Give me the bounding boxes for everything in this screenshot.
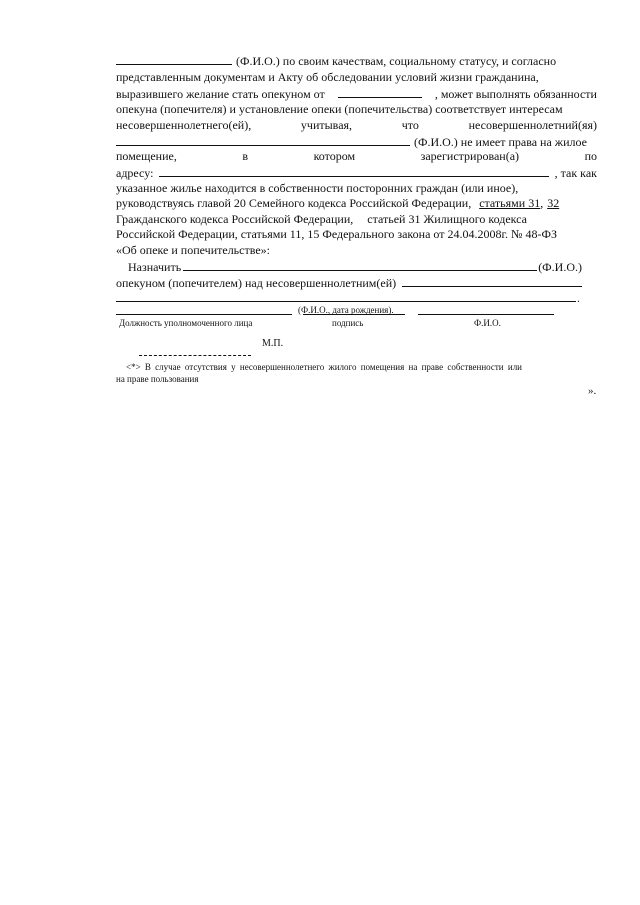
signature-line[interactable]: [303, 314, 405, 315]
line-address: [116, 165, 597, 180]
line-text: (Ф.И.О.) по своим качествам, социальному статусу, и согласно: [236, 54, 557, 68]
signature-label: подпись: [332, 318, 364, 328]
footnote-closing: ».: [588, 385, 597, 397]
continuation-blank[interactable]: [116, 290, 576, 302]
line-civil-code: [116, 212, 597, 226]
word: зарегистрирован(а): [420, 149, 520, 163]
footnote-text: <*> В случае отсутствия у несовершеннолетнего жилого помещения на праве собственности или: [126, 362, 522, 372]
line-federal-law: [116, 227, 597, 241]
line-documents: [116, 70, 597, 84]
minor-blank[interactable]: [402, 275, 582, 287]
word: несовершеннолетнего(ей),: [116, 118, 252, 132]
fio-blank[interactable]: [116, 53, 232, 65]
article-link[interactable]: статьями 31: [479, 196, 541, 210]
word: по: [584, 149, 597, 163]
line-text: Назначить: [128, 260, 182, 274]
fio-caption: (Ф.И.О., дата рождения).: [298, 305, 394, 315]
line-text: указанное жилье находится в собственности посторонних граждан (или иное),: [116, 181, 519, 195]
appointee-blank[interactable]: [183, 259, 537, 271]
word: что: [401, 118, 419, 132]
footnote-separator: [139, 355, 251, 356]
name-label: Ф.И.О.: [474, 318, 501, 328]
line-text: представленным документам и Акту об обследовании условий жизни гражданина,: [116, 70, 539, 84]
stamp-place: М.П.: [262, 338, 284, 349]
line-ownership: [116, 181, 597, 195]
line-text: .: [577, 291, 580, 305]
line-continuation: [116, 290, 597, 305]
line-text: , так как: [554, 166, 597, 180]
position-label: Должность уполномоченного лица: [119, 318, 253, 328]
line-text: Гражданского кодекса Российской Федерации,: [116, 212, 354, 226]
word: помещение,: [116, 149, 177, 163]
line-text: руководствуясь главой 20 Семейного кодекса Российской Федерации,: [116, 196, 472, 210]
line-text: опекуна (попечителя) и установление опеки (попечительства) соответствует интересам: [116, 102, 563, 116]
line-appoint: [128, 259, 597, 274]
line-law-title: [116, 243, 597, 257]
word: котором: [313, 149, 356, 163]
line-text: Российской Федерации, статьями 11, 15 Федерального закона от 24.04.2008г. № 48-ФЗ: [116, 227, 557, 241]
line-fio-intro: [116, 53, 597, 68]
line-considering: [116, 118, 597, 132]
line-no-housing: [116, 134, 597, 149]
line-guardian: [116, 102, 597, 116]
word: несовершеннолетний(яя): [468, 118, 597, 132]
line-text: (Ф.И.О.) не имеет права на жилое: [414, 135, 587, 149]
line-desire: [116, 86, 597, 101]
position-line[interactable]: [116, 314, 292, 315]
word: в: [242, 149, 249, 163]
line-guardian-over: [116, 275, 597, 290]
line-text: «Об опеке и попечительстве»:: [116, 243, 270, 257]
article-link[interactable]: 32: [547, 196, 560, 210]
address-blank[interactable]: [159, 165, 549, 177]
line-text: (Ф.И.О.): [538, 260, 582, 274]
line-text: опекуном (попечителем) над несовершеннолетним(ей): [116, 276, 397, 290]
name-line[interactable]: [418, 314, 554, 315]
word: учитывая,: [300, 118, 353, 132]
line-text: адресу:: [116, 166, 154, 180]
footnote-text: на праве пользования: [116, 374, 199, 384]
date-blank[interactable]: [338, 86, 422, 98]
line-text: ,: [540, 196, 544, 210]
minor-fio-blank[interactable]: [116, 134, 410, 146]
line-text: , может выполнять обязанности: [434, 87, 597, 101]
line-text: выразившего желание стать опекуном от: [116, 87, 325, 101]
line-family-code: [116, 196, 597, 210]
line-text: статьей 31 Жилищного кодекса: [367, 212, 527, 226]
line-premises: [116, 149, 597, 163]
